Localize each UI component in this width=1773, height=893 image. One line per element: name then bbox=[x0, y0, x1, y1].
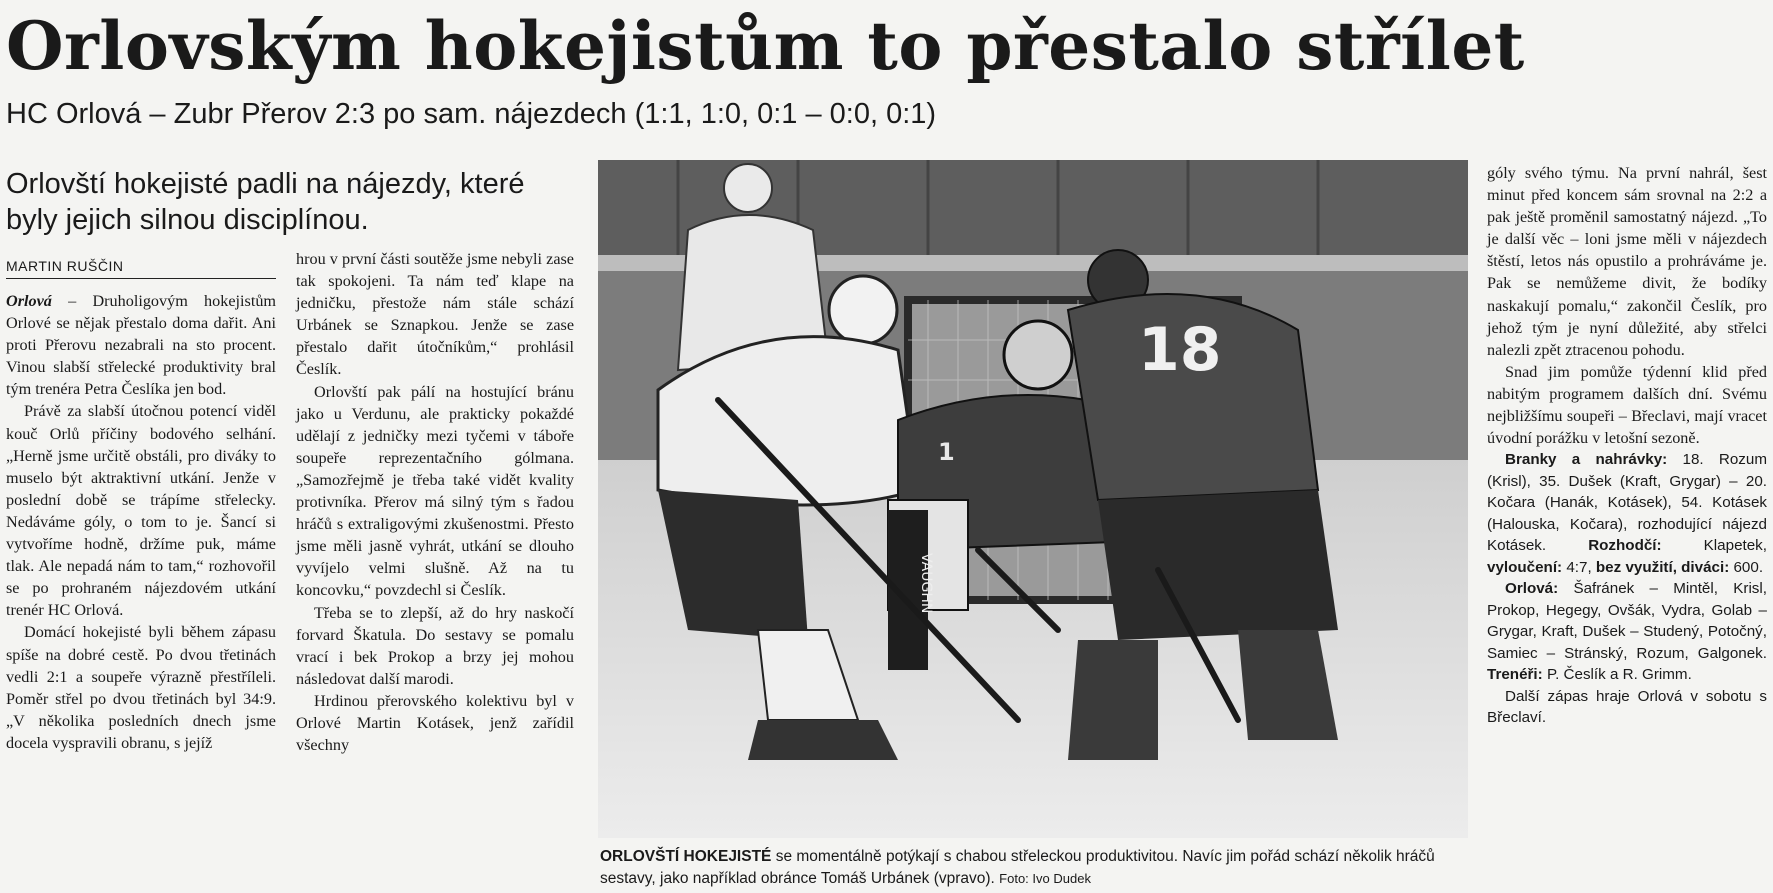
author-byline: MARTIN RUŠČIN bbox=[6, 258, 276, 279]
lineup-text: Šafránek – Mintěl, Krisl, Prokop, Hegegy, Ovšák, Vydra, Golab – Grygar, Kraft, Dušek – Studený, Potočný, Samiec – Stránský, Rozum, Galgonek. bbox=[1487, 580, 1767, 662]
dateline: Orlová bbox=[6, 292, 52, 310]
label-lineup: Orlová: bbox=[1505, 580, 1559, 598]
pad-brand-label: VAUGHN bbox=[918, 553, 934, 614]
match-details bbox=[1487, 449, 1767, 578]
paragraph: Domácí hokejisté byli během zápasu spíše na dobré cestě. Po dvou třetinách vedli 2:1 a soupeře výrazně přestříleli. Poměr střel po dvou třetinách byl 34:9. „V několika posledních dnech jsme docela vyspravili obranu, s jejíž bbox=[6, 623, 276, 752]
article-column-1 bbox=[6, 290, 276, 754]
penalties-text: 4:7, bbox=[1562, 558, 1596, 576]
paragraph: góly svého týmu. Na první nahrál, šest minut před koncem sám srovnal na 2:2 a pak ještě proměnil samostatný nájezd. „To je další věc – loni jsme měli v nájezdech štěstí, letos nás opustilo a prohráváme je. Pak se nemůžeme divit, že bodíky naskakují pomalu,“ zakončil Česlík, pro jehož tým je nyní důležité, aby střelci nalezli zpět ztracenou pohodu. bbox=[1487, 164, 1767, 359]
attendance-text: 600. bbox=[1729, 558, 1764, 576]
label-penalties: vyloučení: bbox=[1487, 558, 1563, 576]
lineup bbox=[1487, 578, 1767, 686]
paragraph: hrou v první části soutěže jsme nebyli zase tak spokojeni. Ta nám teď klape na jedničku, přestože nám stále schází Urbánek se Sznapkou. Jenže se zase přestalo dařit útočníkům,“ prohlásil Česlík. bbox=[296, 250, 574, 379]
label-coaches: Trenéři: bbox=[1487, 666, 1543, 684]
goals-text: 18. Rozum (Krisl), 35. Dušek (Kraft, Grygar) – 20. Kočara (Hanák, Kotásek), 54. Kotásek (Halouska, Kočara), rozhodující nájezd Kotásek. bbox=[1487, 451, 1767, 555]
paragraph bbox=[6, 290, 276, 400]
headline: Orlovským hokejistům to přestalo střílet bbox=[6, 7, 1525, 85]
photo-caption bbox=[600, 846, 1470, 890]
coaches-text: P. Česlík a R. Grimm. bbox=[1542, 666, 1692, 684]
hockey-photo bbox=[598, 160, 1468, 838]
jersey-number-18: 18 bbox=[1138, 315, 1222, 385]
paragraph: Třeba se to zlepší, až do hry naskočí forvard Škatula. Do sestavy se pomalu vrací i bek Prokop a brzy jej mohou následovat další marodi. bbox=[296, 603, 574, 688]
article-column-2 bbox=[296, 248, 574, 756]
hockey-photo-illustration bbox=[598, 160, 1468, 838]
paragraph: Hrdinou přerovského kolektivu byl v Orlové Martin Kotásek, jenž zařídil všechny bbox=[296, 691, 574, 755]
paragraph: Snad jim pomůže týdenní klid před nabitým programem dalších dní. Svému nejbližšímu soupeři – Břeclavi, mají vracet úvodní porážku v letošní sezoně. bbox=[1487, 362, 1767, 448]
label-goals: Branky a nahrávky: bbox=[1505, 451, 1668, 469]
lead-paragraph: Orlovští hokejisté padli na nájezdy, které byly jejich silnou disciplínou. bbox=[6, 168, 525, 236]
caption-lead: ORLOVŠTÍ HOKEJISTÉ bbox=[600, 848, 772, 865]
paragraph-text: – Druholigovým hokejistům Orlové se nějak přestalo doma dařit. Ani proti Přerovu nezabrali na sto procent. Vinou slabší střelecké produktivity bral tým trenéra Petra Česlíka jen bod. bbox=[6, 292, 276, 399]
jersey-number-goalie: 1 bbox=[938, 438, 955, 466]
photo-credit: Foto: Ivo Dudek bbox=[999, 871, 1091, 886]
referee-text: Klapetek, bbox=[1661, 537, 1767, 555]
subheadline-score: HC Orlová – Zubr Přerov 2:3 po sam. nájezdech (1:1, 1:0, 0:1 – 0:0, 0:1) bbox=[6, 98, 937, 130]
paragraph: Právě za slabší útočnou potencí viděl kouč Orlů příčiny bodového selhání. „Herně jsme určitě obstáli, pro diváky to muselo být aktraktivní utkání. Jenže v poslední době se trápíme střelecky. Nedáváme góly, o tom to je. Šancí si vytvoříme hodně, držíme puk, máme tlak. Ale nepadá nám to tam,“ rozhovořil se po prohraném nájezdovém utkání trenér HC Orlová. bbox=[6, 402, 276, 620]
caption-text: se momentálně potýkají s chabou střeleckou produktivitou. Navíc jim pořád schází několik hráčů sestavy, jako například obránce Tomáš Urbánek (vpravo). bbox=[600, 848, 1435, 887]
next-match: Další zápas hraje Orlová v sobotu s Břeclaví. bbox=[1487, 687, 1767, 727]
article-column-3 bbox=[1487, 162, 1767, 729]
label-powerplay: bez využití, diváci: bbox=[1595, 558, 1730, 576]
paragraph: Orlovští pak pálí na hostující bránu jako u Verdunu, ale prakticky pokaždé udělají z jedničky mezi tyčemi v táboře soupeře reprezentačního gólmana. „Samozřejmě je třeba také vidět kvality protivníka. Přerov má silný tým s řadou hráčů s extraligovými zkušenostmi. Přesto jsme měli jasně vyhrát, utkání se dlouho vyvíjelo velmi slušně. Až na tu koncovku,“ povzdechl si Česlík. bbox=[296, 382, 574, 600]
label-referee: Rozhodčí: bbox=[1588, 537, 1662, 555]
